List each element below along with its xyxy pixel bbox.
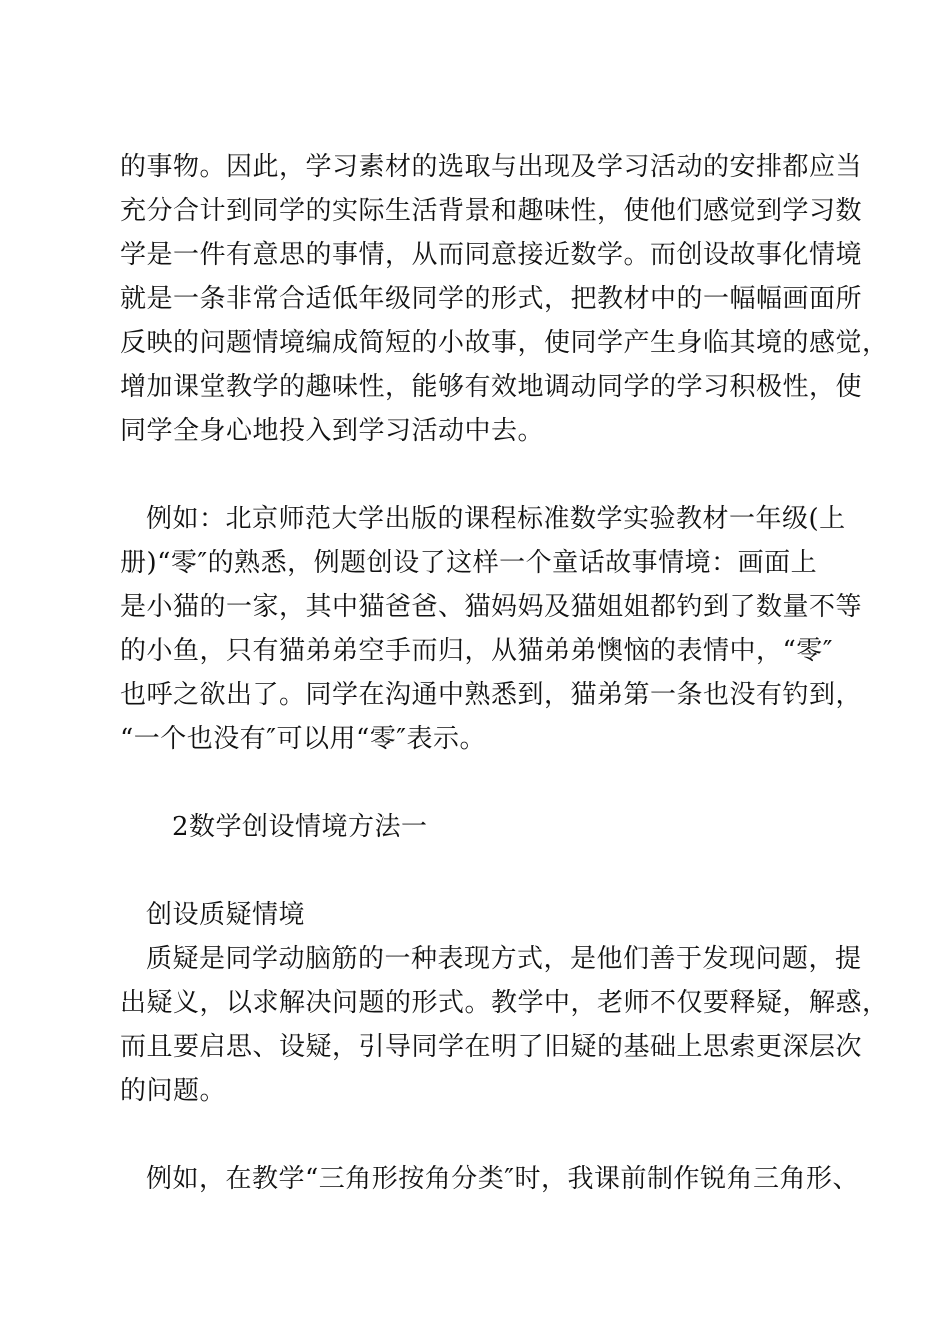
subheading: 创设质疑情境 [146, 900, 306, 930]
paragraph-line: 反映的问题情境编成简短的小故事，使同学产生身临其境的感觉， [120, 328, 889, 358]
paragraph-line: 例如：北京师范大学出版的课程标准数学实验教材一年级(上 [146, 504, 846, 534]
paragraph-line: 册)“零″的熟悉，例题创设了这样一个童话故事情境：画面上 [120, 548, 818, 578]
paragraph-line: 就是一条非常合适低年级同学的形式，把教材中的一幅幅画面所 [120, 284, 863, 314]
section-heading: 2数学创设情境方法一 [172, 812, 428, 842]
paragraph-line: 的小鱼，只有猫弟弟空手而归，从猫弟弟懊恼的表情中，“零″ [120, 636, 834, 666]
paragraph-line: 的事物。因此，学习素材的选取与出现及学习活动的安排都应当 [120, 152, 863, 182]
paragraph-line: 充分合计到同学的实际生活背景和趣味性，使他们感觉到学习数 [120, 196, 863, 226]
paragraph-line: 是小猫的一家，其中猫爸爸、猫妈妈及猫姐姐都钓到了数量不等 [120, 592, 863, 622]
paragraph-line: 例如，在教学“三角形按角分类″时，我课前制作锐角三角形、 [146, 1164, 860, 1194]
paragraph-line: 同学全身心地投入到学习活动中去。 [120, 416, 545, 446]
paragraph-line: 而且要启思、设疑，引导同学在明了旧疑的基础上思索更深层次 [120, 1032, 863, 1062]
paragraph-line: 学是一件有意思的事情，从而同意接近数学。而创设故事化情境 [120, 240, 863, 270]
paragraph-line: 也呼之欲出了。同学在沟通中熟悉到，猫弟第一条也没有钓到， [120, 680, 863, 710]
paragraph-line: 出疑义，以求解决问题的形式。教学中，老师不仅要释疑，解惑， [120, 988, 889, 1018]
paragraph-line: “一个也没有″可以用“零″表示。 [120, 724, 487, 754]
paragraph-line: 增加课堂教学的趣味性，能够有效地调动同学的学习积极性，使 [120, 372, 863, 402]
paragraph-line: 的问题。 [120, 1076, 227, 1106]
paragraph-line: 质疑是同学动脑筋的一种表现方式，是他们善于发现问题，提 [146, 944, 862, 974]
